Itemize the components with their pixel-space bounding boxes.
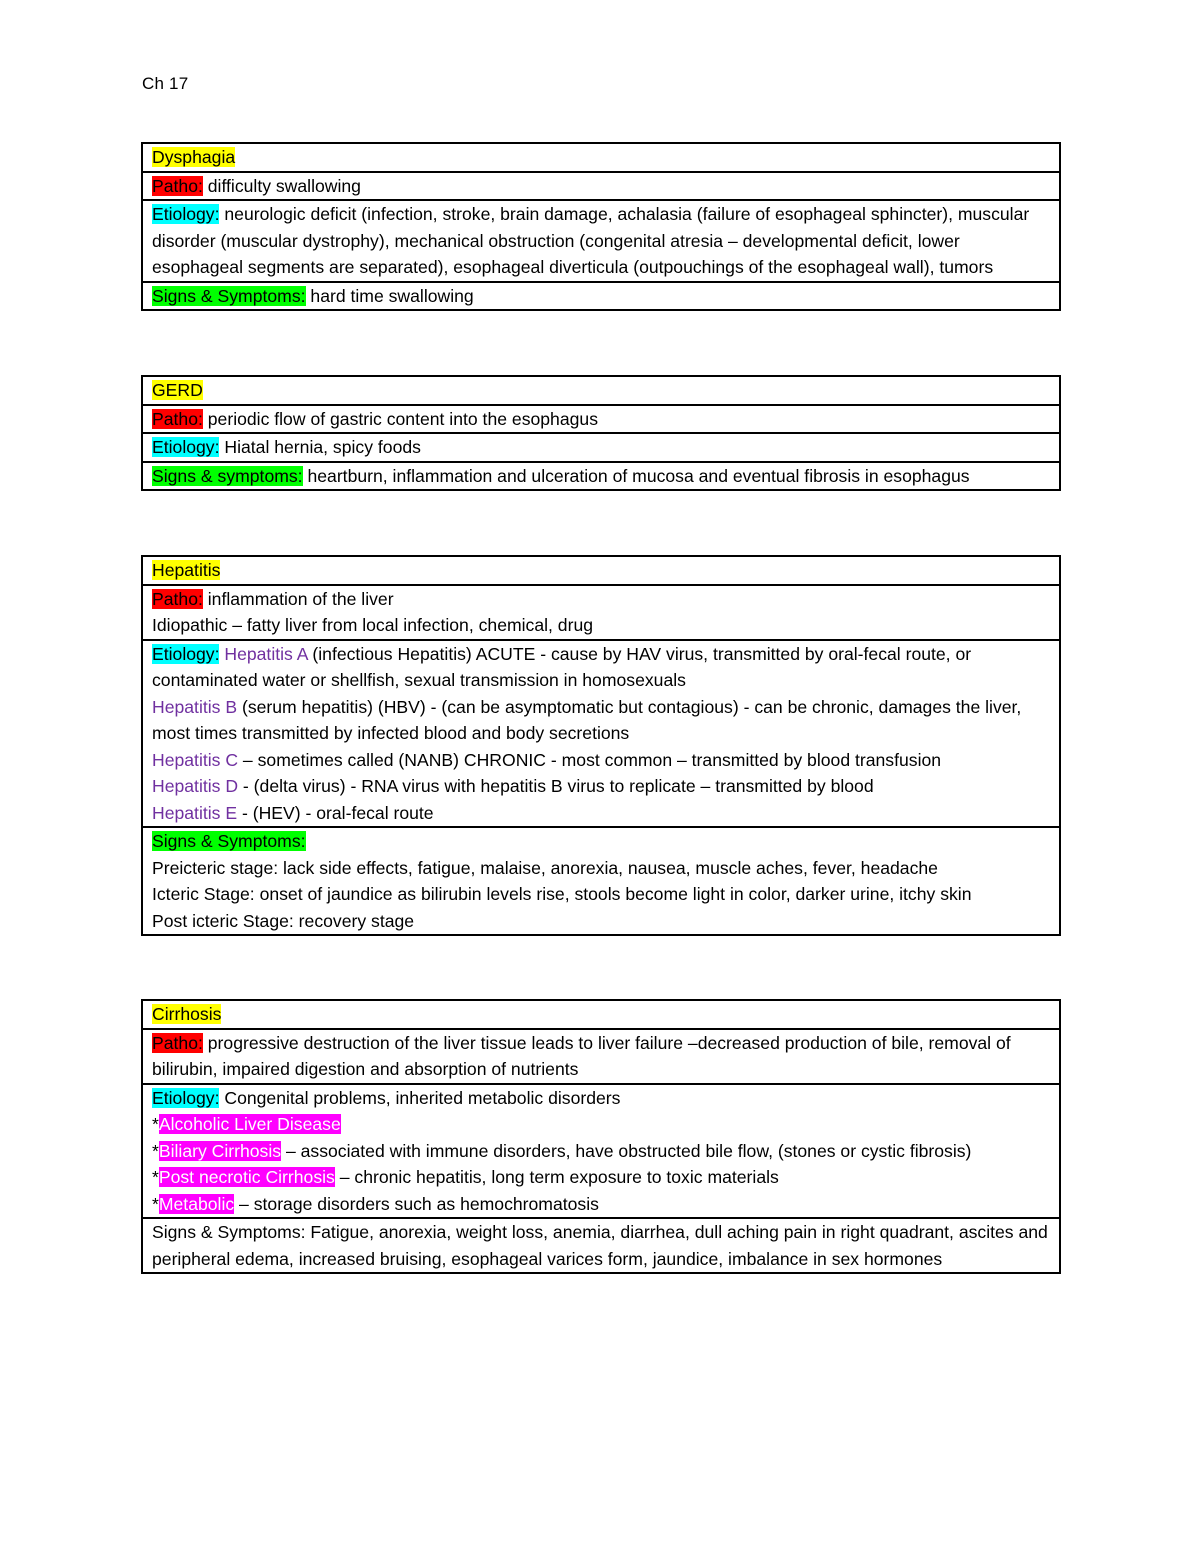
hepatitis-table xyxy=(141,555,1061,936)
gerd-etiology-cell xyxy=(142,433,1060,462)
dysphagia-title-cell xyxy=(142,143,1060,172)
biliary-cirrhosis: Biliary Cirrhosis xyxy=(158,1140,282,1161)
hepatitis-c-line xyxy=(152,747,1050,774)
patho-text: difficulty swallowing xyxy=(202,175,361,196)
gerd-title-cell xyxy=(142,376,1060,405)
patho-idiopathic: Idiopathic – fatty liver from local infection, chemical, drug xyxy=(152,615,594,635)
bullet-star: * xyxy=(152,1167,159,1187)
etiology-label: Etiology: xyxy=(152,643,220,664)
post-icteric-stage: Post icteric Stage: recovery stage xyxy=(152,910,415,931)
gerd-title: GERD xyxy=(152,380,203,400)
alcoholic-liver-disease: Alcoholic Liver Disease xyxy=(158,1114,341,1134)
preicteric-stage: Preicteric stage: lack side effects, fatigue, malaise, anorexia, nausea, muscle aches, fever, headache xyxy=(152,857,938,878)
biliary-line xyxy=(152,1138,1050,1165)
patho-text: periodic flow of gastric content into the esophagus xyxy=(202,408,598,429)
hepatitis-a-text: (infectious Hepatitis) ACUTE - cause by HAV virus, transmitted by oral-fecal route, or contaminated water or shellfish, sexual transmission in homosexuals xyxy=(152,643,972,690)
hepatitis-d-text: - (delta virus) - RNA virus with hepatitis B virus to replicate – transmitted by blood xyxy=(238,776,874,796)
hepatitis-title-cell xyxy=(142,556,1060,585)
cirrhosis-title: Cirrhosis xyxy=(152,1004,222,1024)
hepatitis-b-line xyxy=(152,694,1050,747)
cirrhosis-etiology-cell xyxy=(142,1084,1060,1219)
hepatitis-d-name: Hepatitis D xyxy=(152,776,239,796)
etiology-label: Etiology: xyxy=(152,204,220,224)
icteric-stage: Icteric Stage: onset of jaundice as bilirubin levels rise, stools become light in color, darker urine, itchy skin xyxy=(152,884,972,904)
patho-label: Patho: xyxy=(152,408,203,429)
etiology-text: neurologic deficit (infection, stroke, brain damage, achalasia (failure of esophageal sphincter), muscular disorder (muscular dystrophy), mechanical obstruction (congenital atresia – developmental deficit, lower esophageal segments are separated), esophageal diverticula (outpouchings of the esophageal wall), tumors xyxy=(152,204,1030,277)
hepatitis-b-name: Hepatitis B xyxy=(152,696,238,717)
hepatitis-c-text: – sometimes called (NANB) CHRONIC - most common – transmitted by blood transfusion xyxy=(238,749,942,770)
gerd-table xyxy=(141,375,1061,491)
dysphagia-signs-cell xyxy=(142,282,1060,311)
patho-text: inflammation of the liver xyxy=(202,588,394,609)
metabolic-line xyxy=(152,1191,1050,1218)
hepatitis-e-text: - (HEV) - oral-fecal route xyxy=(237,802,434,823)
signs-label: Signs & Symptoms: xyxy=(152,831,306,851)
hepatitis-a-name: Hepatitis A xyxy=(224,643,308,664)
patho-label: Patho: xyxy=(152,175,203,196)
patho-label: Patho: xyxy=(152,1032,203,1053)
page-header: Ch 17 xyxy=(142,74,189,93)
alcoholic-line xyxy=(152,1111,1050,1138)
hepatitis-title: Hepatitis xyxy=(152,560,221,580)
dysphagia-table xyxy=(141,142,1061,311)
signs-text: Signs & Symptoms: Fatigue, anorexia, weight loss, anemia, diarrhea, dull aching pain in right quadrant, ascites and peripheral edema, increased bruising, esophageal varices form, jaundice, imbalance in sex hormones xyxy=(152,1222,1048,1269)
bullet-star: * xyxy=(152,1114,159,1134)
etiology-text: Congenital problems, inherited metabolic disorders xyxy=(219,1087,621,1108)
signs-text: heartburn, inflammation and ulceration of mucosa and eventual fibrosis in esophagus xyxy=(302,465,970,486)
patho-label: Patho: xyxy=(152,588,203,609)
dysphagia-etiology-cell xyxy=(142,200,1060,282)
biliary-text: – associated with immune disorders, have obstructed bile flow, (stones or cystic fibrosis) xyxy=(281,1140,972,1161)
signs-text: hard time swallowing xyxy=(305,285,474,306)
hepatitis-e-name: Hepatitis E xyxy=(152,802,238,823)
patho-text: progressive destruction of the liver tissue leads to liver failure –decreased production of bile, removal of bilirubin, impaired digestion and absorption of nutrients xyxy=(152,1032,1011,1079)
signs-label: Signs & Symptoms: xyxy=(152,285,306,306)
hepatitis-signs-cell xyxy=(142,827,1060,935)
post-necrotic-line xyxy=(152,1164,1050,1191)
hepatitis-e-line xyxy=(152,800,1050,827)
hepatitis-c-name: Hepatitis C xyxy=(152,749,239,770)
dysphagia-patho-cell xyxy=(142,172,1060,201)
etiology-label: Etiology: xyxy=(152,1087,220,1108)
metabolic-text: – storage disorders such as hemochromatosis xyxy=(234,1193,599,1214)
dysphagia-title: Dysphagia xyxy=(152,147,236,167)
metabolic: Metabolic xyxy=(158,1193,235,1214)
cirrhosis-title-cell xyxy=(142,1000,1060,1029)
hepatitis-d-line xyxy=(152,773,1050,800)
etiology-label: Etiology: xyxy=(152,437,220,457)
post-necrotic-cirrhosis: Post necrotic Cirrhosis xyxy=(158,1167,335,1187)
bullet-star: * xyxy=(152,1193,159,1214)
cirrhosis-patho-cell xyxy=(142,1029,1060,1084)
gerd-signs-cell xyxy=(142,462,1060,491)
cirrhosis-signs-cell xyxy=(142,1218,1060,1273)
etiology-text: Hiatal hernia, spicy foods xyxy=(219,437,421,457)
bullet-star: * xyxy=(152,1140,159,1161)
gerd-patho-cell xyxy=(142,405,1060,434)
signs-label: Signs & symptoms: xyxy=(152,465,303,486)
cirrhosis-table xyxy=(141,999,1061,1274)
hepatitis-b-text: (serum hepatitis) (HBV) - (can be asymptomatic but contagious) - can be chronic, damages the liver, most times transmitted by infected blood and body secretions xyxy=(152,696,1022,743)
hepatitis-etiology-cell xyxy=(142,640,1060,828)
hepatitis-patho-cell xyxy=(142,585,1060,640)
post-necrotic-text: – chronic hepatitis, long term exposure to toxic materials xyxy=(334,1167,779,1187)
